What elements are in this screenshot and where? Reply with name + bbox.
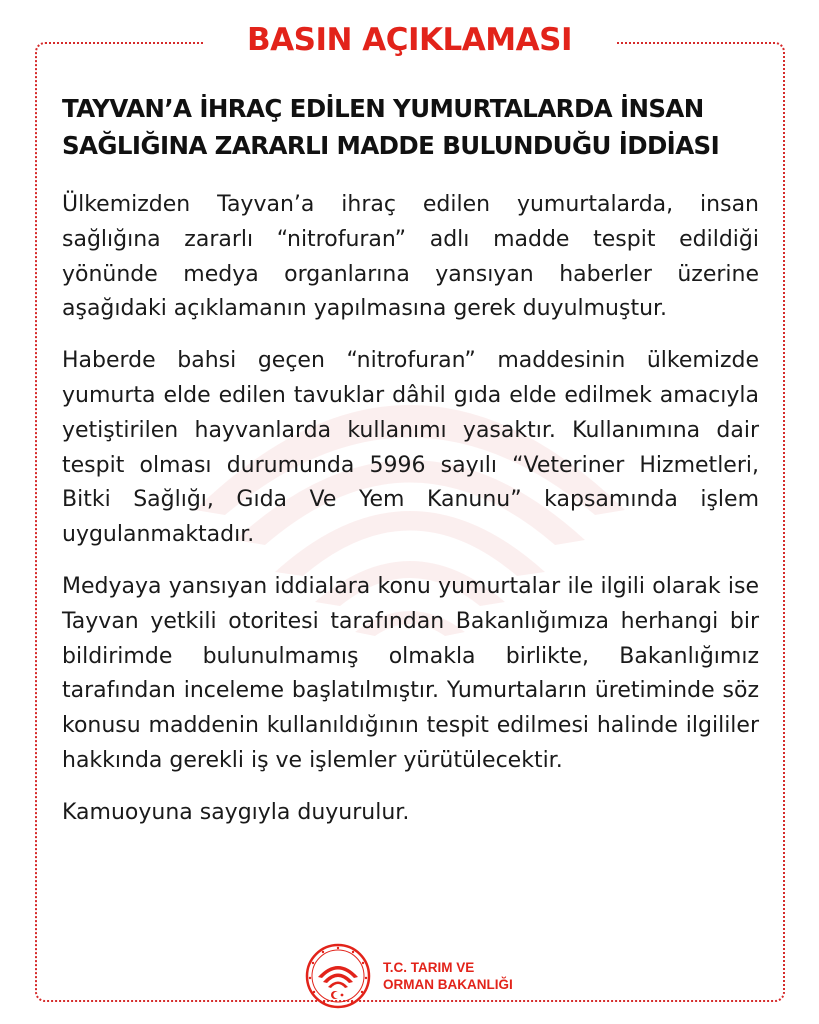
- ministry-name-line-1: T.C. TARIM VE: [383, 960, 475, 975]
- statement-body: [62, 188, 759, 848]
- ministry-name: [383, 959, 513, 993]
- ministry-name-line-2: ORMAN BAKANLIĞI: [383, 977, 513, 992]
- headline-line-1: TAYVAN’A İHRAÇ EDİLEN YUMURTALARDA İNSAN: [62, 94, 704, 123]
- paragraph-1: Ülkemizden Tayvan’a ihraç edilen yumurtalarda, insan sağlığına zararlı “nitrofuran” adlı madde tespit edildiği yönünde medya organlarına yansıyan haberler üzerine aşağıdaki açıklamanın yapılmasına gerek duyulmuştur.: [62, 192, 759, 322]
- ministry-logo: [305, 940, 545, 1012]
- ministry-emblem-icon: [305, 943, 371, 1009]
- headline-line-2: SAĞLIĞINA ZARARLI MADDE BULUNDUĞU İDDİASI: [62, 131, 720, 160]
- page-title: BASIN AÇIKLAMASI: [247, 22, 572, 58]
- headline: [62, 90, 762, 164]
- paragraph-3: Medyaya yansıyan iddialara konu yumurtalar ile ilgili olarak ise Tayvan yetkili otoritesi tarafından Bakanlığımıza herhangi bir bildirimde bulunulmamış olmakla birlikte, Bakanlığımız tarafından inceleme başlatılmıştır. Yumurtaların üretiminde söz konusu maddenin kullanıldığının tespit edilmesi halinde ilgililer hakkında gerekli iş ve işlemler yürütülecektir.: [62, 573, 759, 773]
- paragraph-2: Haberde bahsi geçen “nitrofuran” maddesinin ülkemizde yumurta elde edilen tavuklar dâhil gıda elde edilmek amacıyla yetiştirilen hayvanlarda kullanımı yasaktır. Kullanımına dair tespit olması durumunda 5996 sayılı “Veteriner Hizmetleri, Bitki Sağlığı, Gıda Ve Yem Kanunu” kapsamında işlem uygulanmaktadır.: [62, 348, 759, 548]
- closing-line: Kamuoyuna saygıyla duyurulur.: [62, 799, 410, 825]
